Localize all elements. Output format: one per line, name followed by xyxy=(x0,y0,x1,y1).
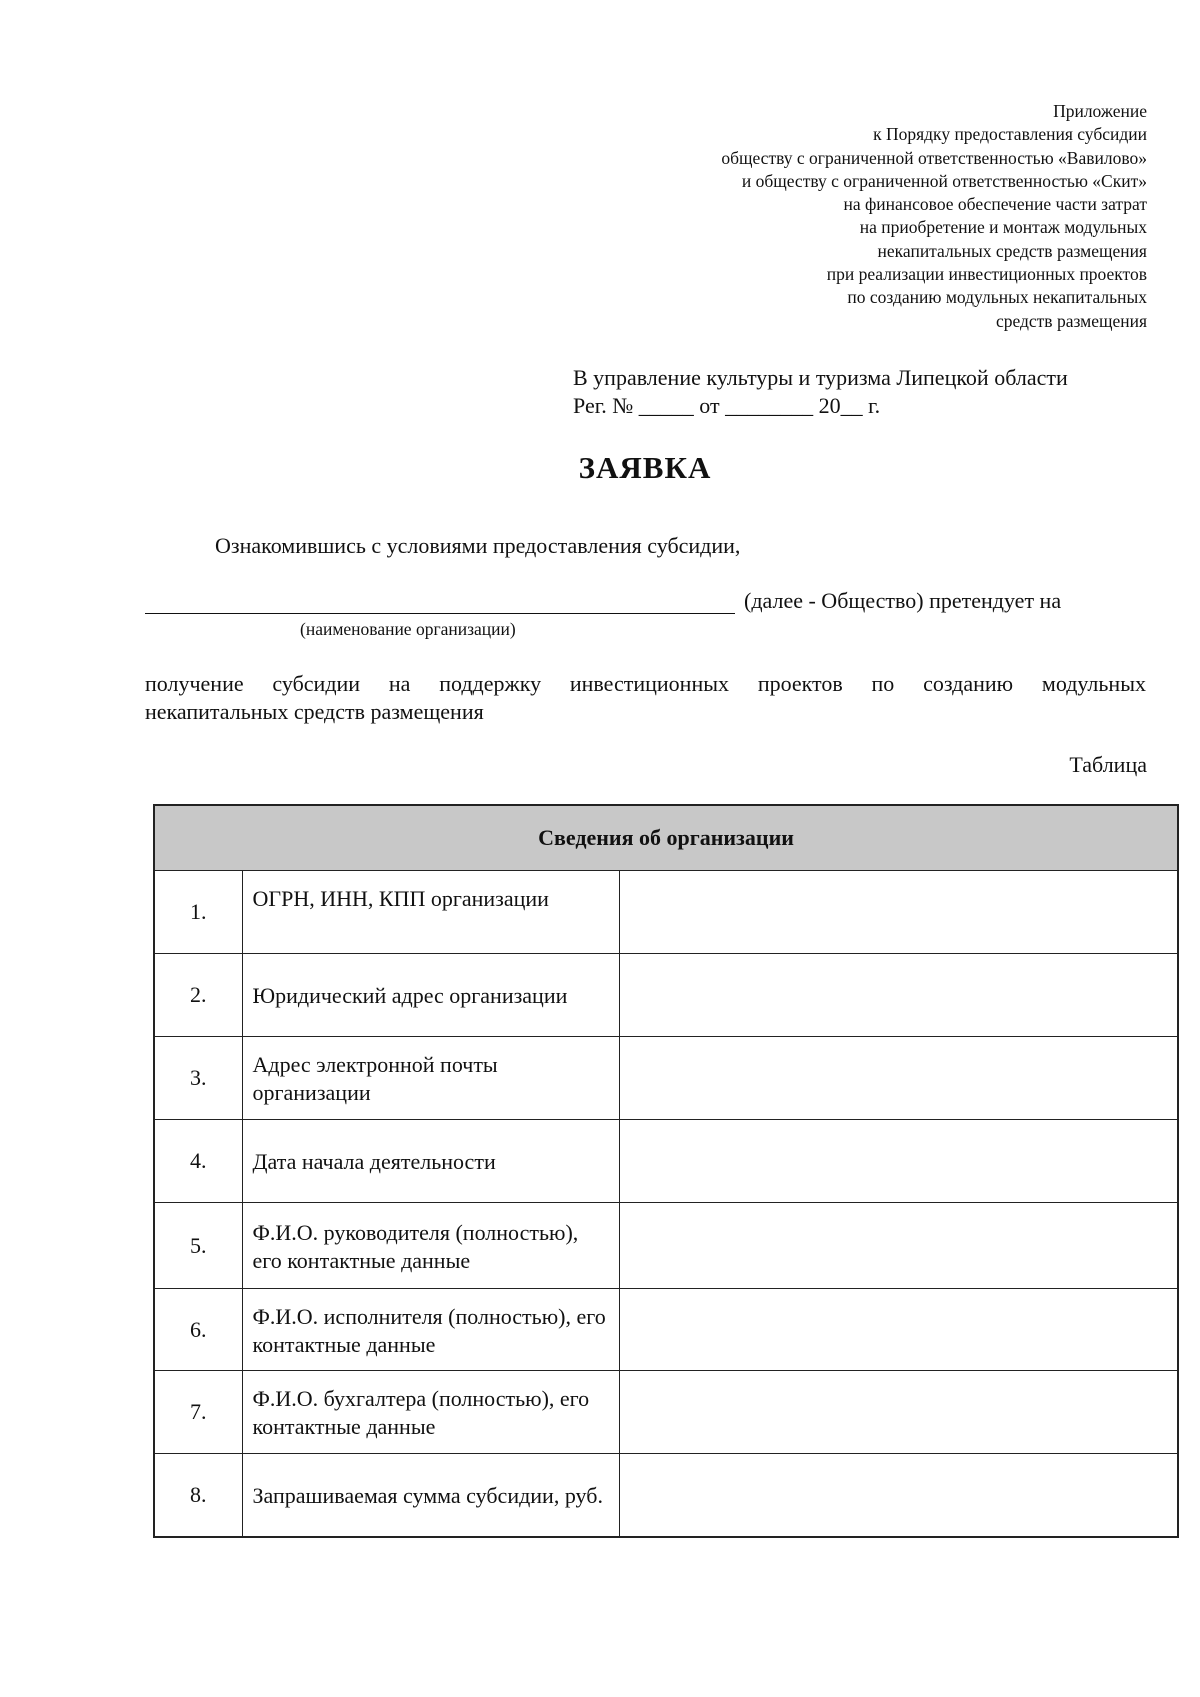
row-number: 2. xyxy=(154,954,242,1037)
row-number: 4. xyxy=(154,1120,242,1203)
organization-name-blank[interactable] xyxy=(145,613,735,614)
row-label: ОГРН, ИНН, КПП организации xyxy=(242,871,619,954)
appendix-line: на финансовое обеспечение части затрат xyxy=(843,194,1147,215)
row-number: 7. xyxy=(154,1371,242,1454)
purpose-line: некапитальных средств размещения xyxy=(145,699,484,724)
organization-info-table xyxy=(153,804,1179,1538)
appendix-line: на приобретение и монтаж модульных xyxy=(859,217,1147,238)
row-value-cell[interactable] xyxy=(619,1371,1178,1454)
row-number: 8. xyxy=(154,1454,242,1537)
row-number: 3. xyxy=(154,1037,242,1120)
table-row xyxy=(154,1037,1178,1120)
row-value-cell[interactable] xyxy=(619,1120,1178,1203)
table-row xyxy=(154,871,1178,954)
claims-text: (далее - Общество) претендует на xyxy=(744,588,1062,613)
appendix-line: некапитальных средств размещения xyxy=(877,240,1147,261)
table-row xyxy=(154,1120,1178,1203)
row-value-cell[interactable] xyxy=(619,954,1178,1037)
registration-line: Рег. № _____ от ________ 20__ г. xyxy=(573,393,881,418)
intro-text: Ознакомившись с условиями предоставления субсидии, xyxy=(215,533,741,558)
organization-name-caption: (наименование организации) xyxy=(300,619,516,639)
table-header: Сведения об организации xyxy=(154,805,1178,871)
appendix-line: при реализации инвестиционных проектов xyxy=(826,264,1147,285)
row-value-cell[interactable] xyxy=(619,1037,1178,1120)
row-label: Ф.И.О. руководителя (полностью), его контактные данные xyxy=(242,1203,619,1289)
table-row xyxy=(154,1289,1178,1371)
purpose-paragraph xyxy=(145,670,1146,726)
addressee-line: В управление культуры и туризма Липецкой области xyxy=(573,365,1068,390)
row-label: Дата начала деятельности xyxy=(242,1120,619,1203)
row-label: Ф.И.О. бухгалтера (полностью), его контактные данные xyxy=(242,1371,619,1454)
addressee-block xyxy=(573,364,1068,420)
appendix-block xyxy=(587,100,1147,333)
row-number: 5. xyxy=(154,1203,242,1289)
table-header-row xyxy=(154,805,1178,871)
appendix-line: Приложение xyxy=(1053,101,1147,121)
table-row xyxy=(154,1203,1178,1289)
row-label: Запрашиваемая сумма субсидии, руб. xyxy=(242,1454,619,1537)
row-label: Адрес электронной почты организации xyxy=(242,1037,619,1120)
appendix-line: средств размещения xyxy=(995,310,1147,331)
appendix-line: по созданию модульных некапитальных xyxy=(847,287,1147,308)
row-number: 1. xyxy=(154,871,242,954)
appendix-line: к Порядку предоставления субсидии xyxy=(873,124,1147,145)
appendix-line: обществу с ограниченной ответственностью «Вавилово» xyxy=(721,147,1147,168)
row-value-cell[interactable] xyxy=(619,1289,1178,1371)
row-value-cell[interactable] xyxy=(619,871,1178,954)
row-value-cell[interactable] xyxy=(619,1203,1178,1289)
document-title: ЗАЯВКА xyxy=(578,450,712,485)
row-number: 6. xyxy=(154,1289,242,1371)
appendix-line: и обществу с ограниченной ответственностью «Скит» xyxy=(741,170,1147,191)
table-row xyxy=(154,1454,1178,1537)
row-label: Ф.И.О. исполнителя (полностью), его контактные данные xyxy=(242,1289,619,1371)
table-label: Таблица xyxy=(1069,752,1147,777)
table-row xyxy=(154,1371,1178,1454)
row-label: Юридический адрес организации xyxy=(242,954,619,1037)
row-value-cell[interactable] xyxy=(619,1454,1178,1537)
table-row xyxy=(154,954,1178,1037)
purpose-line: получение субсидии на поддержку инвестиционных проектов по созданию модульных xyxy=(145,671,1146,696)
